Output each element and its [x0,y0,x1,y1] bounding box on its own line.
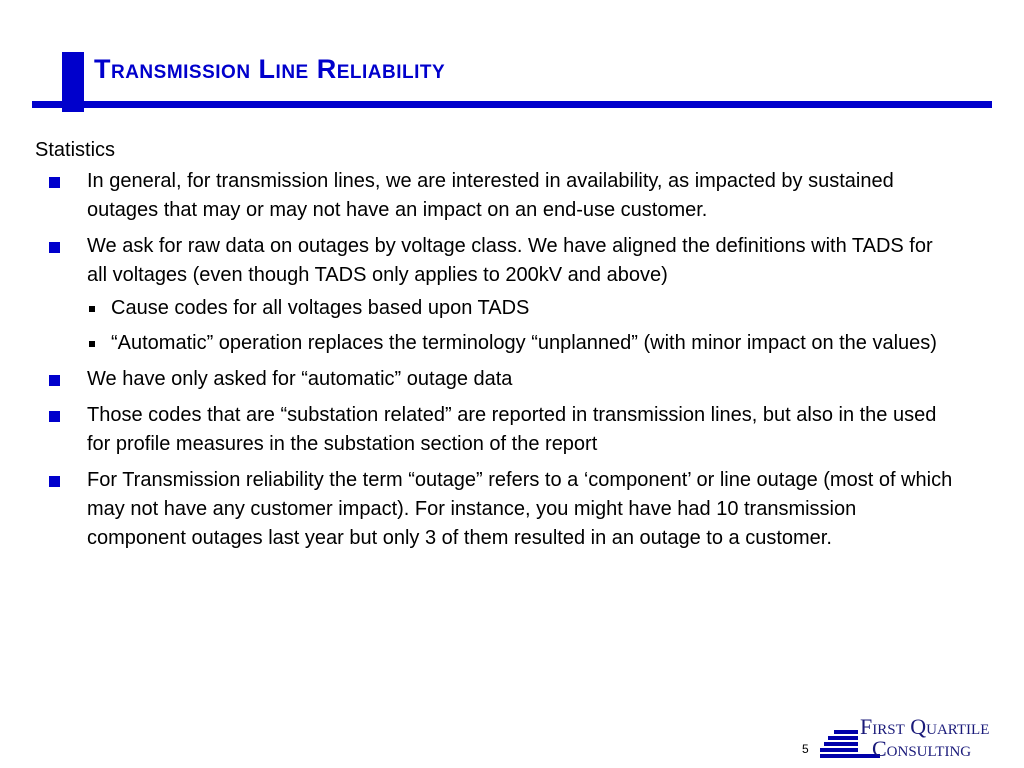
sub-bullet-item [87,294,955,323]
bullet-text: In general, for transmission lines, we are interested in availability, as impacted by sustained outages that may or may not have an impact on an end-use customer. [87,170,894,221]
slide-title: Transmission Line Reliability [94,54,446,84]
logo-line-1: First Quartile [860,714,990,739]
bullet-item [35,232,955,358]
small-square-bullet-icon [89,306,95,312]
company-logo [820,716,1024,766]
sub-bullet-text: Cause codes for all voltages based upon TADS [111,297,530,319]
bullet-text: Those codes that are “substation related” are reported in transmission lines, but also in the used for profile measures in the substation section of the report [87,404,937,455]
square-bullet-icon [49,177,60,188]
bullet-text: We have only asked for “automatic” outage data [87,368,513,390]
bullet-item [35,466,955,553]
sub-bullet-list [87,294,955,358]
bullet-list [35,167,955,553]
bullet-item [35,401,955,459]
bullet-text: For Transmission reliability the term “outage” refers to a ‘component’ or line outage (most of which may not have any customer impact). For instance, you might have had 10 transmission component outages last year but only 3 of them resulted in an outage to a customer. [87,469,953,549]
small-square-bullet-icon [89,341,95,347]
content-heading: Statistics [35,139,116,161]
sub-bullet-text: “Automatic” operation replaces the terminology “unplanned” (with minor impact on the values) [111,332,937,354]
page-number: 5 [802,742,809,756]
square-bullet-icon [49,411,60,422]
bullet-item [35,167,955,225]
logo-line-2: Consulting [872,736,972,761]
square-bullet-icon [49,242,60,253]
sub-bullet-item [87,329,955,358]
bullet-item [35,365,955,394]
square-bullet-icon [49,476,60,487]
slide-content [35,137,955,560]
square-bullet-icon [49,375,60,386]
title-rule [32,101,992,108]
bullet-text: We ask for raw data on outages by voltage class. We have aligned the definitions with TADS for all voltages (even though TADS only applies to 200kV and above) [87,235,933,286]
